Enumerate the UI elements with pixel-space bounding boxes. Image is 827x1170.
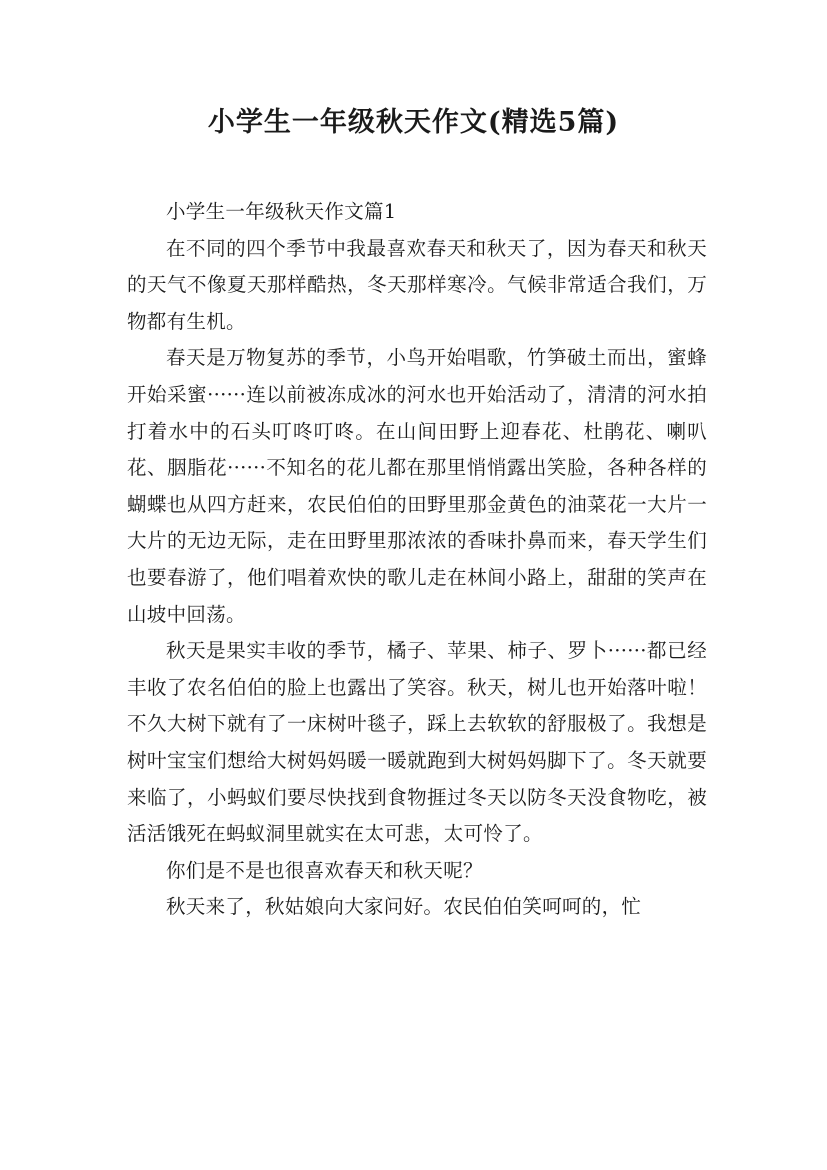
document-title: 小学生一年级秋天作文(精选5篇)	[207, 107, 620, 138]
paragraph-3: 秋天是果实丰收的季节，橘子、苹果、柿子、罗卜······都已经丰收了农名伯伯的脸上也露出了笑容。秋天，树儿也开始落叶啦！不久大树下就有了一床树叶毯子，踩上去软软的舒服极了。我想是树叶宝宝们想给大树妈妈暖一暖就跑到大树妈妈脚下了。冬天就要来临了，小蚂蚁们要尽快找到食物捱过冬天以防冬天没食物吃，被活活饿死在蚂蚁洞里就实在太可悲，太可怜了。	[127, 639, 707, 846]
document-body	[127, 194, 707, 926]
paragraph-5: 秋天来了，秋姑娘向大家问好。农民伯伯笑呵呵的，忙	[166, 895, 642, 919]
paragraph-1: 在不同的四个季节中我最喜欢春天和秋天了，因为春天和秋天的天气不像夏天那样酷热，冬天那样寒冷。气候非常适合我们，万物都有生机。	[127, 236, 707, 333]
paragraph-4: 你们是不是也很喜欢春天和秋天呢？	[166, 858, 483, 882]
paragraph-2: 春天是万物复苏的季节，小鸟开始唱歌，竹笋破土而出，蜜蜂开始采蜜······连以前被冻成冰的河水也开始活动了，清清的河水拍打着水中的石头叮咚叮咚。在山间田野上迎春花、杜鹃花、喇叭花、胭脂花······不知名的花儿都在那里悄悄露出笑脸，各种各样的蝴蝶也从四方赶来，农民伯伯的田野里那金黄色的油菜花一大片一大片的无边无际，走在田野里那浓浓的香味扑鼻而来，春天学生们也要春游了，他们唱着欢快的歌儿走在林间小路上，甜甜的笑声在山坡中回荡。	[127, 346, 707, 626]
section-heading: 小学生一年级秋天作文篇1	[166, 200, 397, 223]
